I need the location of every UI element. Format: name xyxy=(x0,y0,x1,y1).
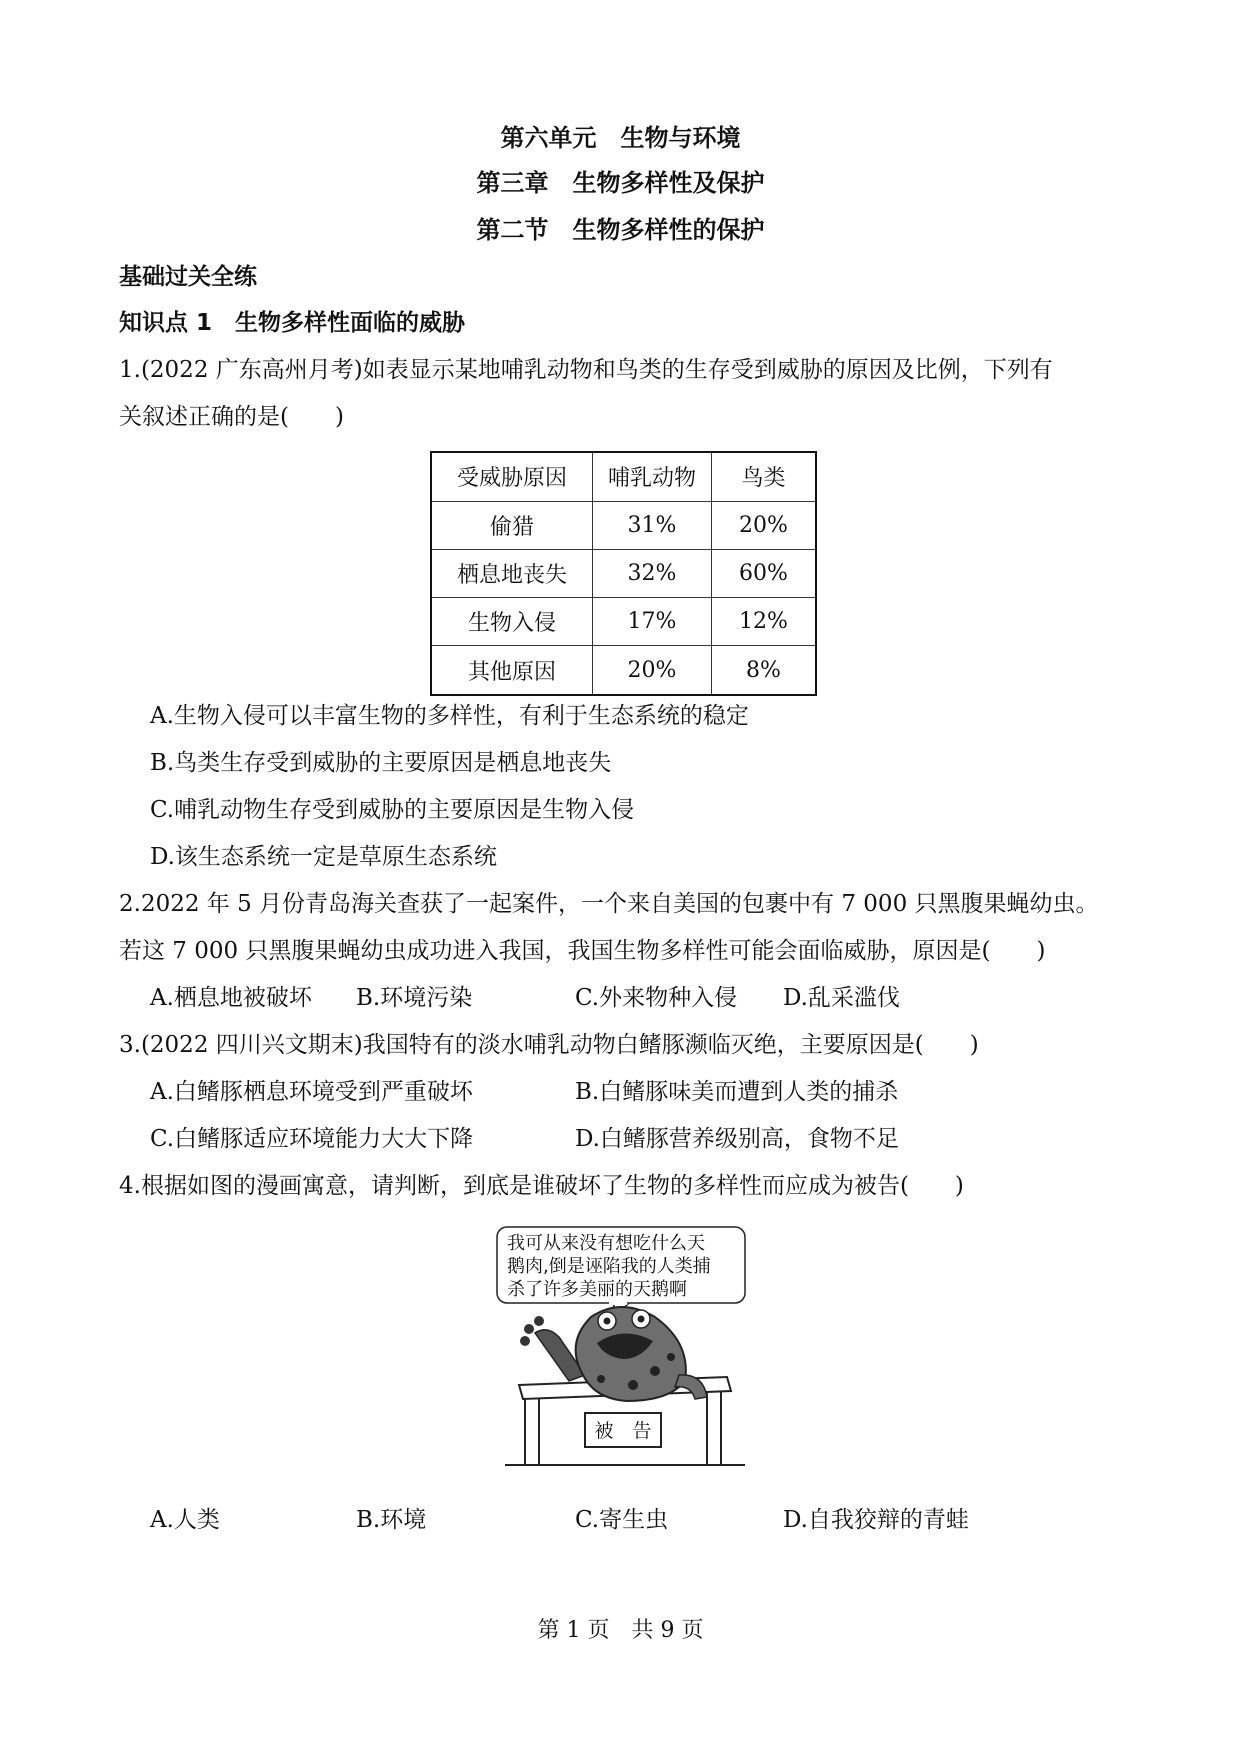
q3-option-d[interactable]: D.白鳍豚营养级别高，食物不足 xyxy=(575,1126,899,1152)
table-row xyxy=(431,549,816,597)
q3-option-a[interactable]: A.白鳍豚栖息环境受到严重破坏 xyxy=(150,1079,473,1105)
threat-table xyxy=(430,451,817,696)
frog-defendant-cartoon xyxy=(495,1225,751,1470)
table-header-row xyxy=(431,452,816,501)
q1-option-d[interactable]: D.该生态系统一定是草原生态系统 xyxy=(150,844,497,870)
table-header-cell: 受威胁原因 xyxy=(431,452,593,501)
q4-option-b[interactable]: B.环境 xyxy=(356,1507,427,1533)
q2-option-b[interactable]: B.环境污染 xyxy=(356,985,473,1011)
defendant-sign-text: 被 告 xyxy=(594,1420,652,1442)
q1-option-b[interactable]: B.鸟类生存受到威胁的主要原因是栖息地丧失 xyxy=(150,750,612,776)
page-footer: 第 1 页 共 9 页 xyxy=(537,1618,704,1643)
table-cell: 偷猎 xyxy=(431,501,593,549)
q4-stem: 4.根据如图的漫画寓意，请判断，到底是谁破坏了生物的多样性而应成为被告( ) xyxy=(119,1173,964,1199)
speech-line-3: 杀了许多美丽的天鹅啊 xyxy=(507,1279,687,1300)
table-cell: 60% xyxy=(712,549,817,597)
table-cell: 17% xyxy=(593,598,712,646)
q4-option-d[interactable]: D.自我狡辩的青蛙 xyxy=(783,1507,969,1533)
table-cell: 20% xyxy=(593,646,712,695)
table-cell: 生物入侵 xyxy=(431,598,593,646)
table-cell: 其他原因 xyxy=(431,646,593,695)
table-header-cell: 哺乳动物 xyxy=(593,452,712,501)
speech-line-2: 鹅肉,倒是诬陷我的人类捕 xyxy=(507,1256,711,1277)
practice-label: 基础过关全练 xyxy=(119,264,257,290)
q3-option-b[interactable]: B.白鳍豚味美而遭到人类的捕杀 xyxy=(575,1079,899,1105)
table-row xyxy=(431,598,816,646)
table-cell: 栖息地丧失 xyxy=(431,549,593,597)
q2-option-c[interactable]: C.外来物种入侵 xyxy=(575,985,738,1011)
q2-stem-line1: 2.2022 年 5 月份青岛海关查获了一起案件，一个来自美国的包裹中有 7 000 只黑腹果蝇幼虫。 xyxy=(119,891,1099,917)
table-row xyxy=(431,501,816,549)
speech-line-1: 我可从来没有想吃什么天 xyxy=(507,1233,705,1254)
unit-title: 第六单元 生物与环境 xyxy=(500,124,741,152)
q3-stem: 3.(2022 四川兴文期末)我国特有的淡水哺乳动物白鳍豚濒临灭绝，主要原因是( ) xyxy=(119,1032,979,1058)
defendant-sign xyxy=(585,1413,661,1447)
table-cell: 31% xyxy=(593,501,712,549)
q1-stem-line2: 关叙述正确的是( ) xyxy=(119,404,344,430)
q2-stem-line2: 若这 7 000 只黑腹果蝇幼虫成功进入我国，我国生物多样性可能会面临威胁，原因是( ) xyxy=(119,938,1046,964)
q2-option-a[interactable]: A.栖息地被破坏 xyxy=(150,985,312,1011)
chapter-title: 第三章 生物多样性及保护 xyxy=(476,169,765,197)
table-cell: 12% xyxy=(712,598,817,646)
knowledge-point-label: 知识点 1 生物多样性面临的威胁 xyxy=(119,310,466,336)
q4-option-a[interactable]: A.人类 xyxy=(150,1507,220,1533)
q1-option-c[interactable]: C.哺乳动物生存受到威胁的主要原因是生物入侵 xyxy=(150,797,635,823)
table-cell: 32% xyxy=(593,549,712,597)
table-cell: 8% xyxy=(712,646,817,695)
table-row xyxy=(431,646,816,695)
q1-stem-line1: 1.(2022 广东高州月考)如表显示某地哺乳动物和鸟类的生存受到威胁的原因及比例，下列有 xyxy=(119,357,1053,383)
table-header-cell: 鸟类 xyxy=(712,452,817,501)
q1-option-a[interactable]: A.生物入侵可以丰富生物的多样性，有利于生态系统的稳定 xyxy=(150,703,749,729)
section-title: 第二节 生物多样性的保护 xyxy=(476,216,765,244)
table-cell: 20% xyxy=(712,501,817,549)
q3-option-c[interactable]: C.白鳍豚适应环境能力大大下降 xyxy=(150,1126,474,1152)
q2-option-d[interactable]: D.乱采滥伐 xyxy=(783,985,900,1011)
q4-option-c[interactable]: C.寄生虫 xyxy=(575,1507,669,1533)
